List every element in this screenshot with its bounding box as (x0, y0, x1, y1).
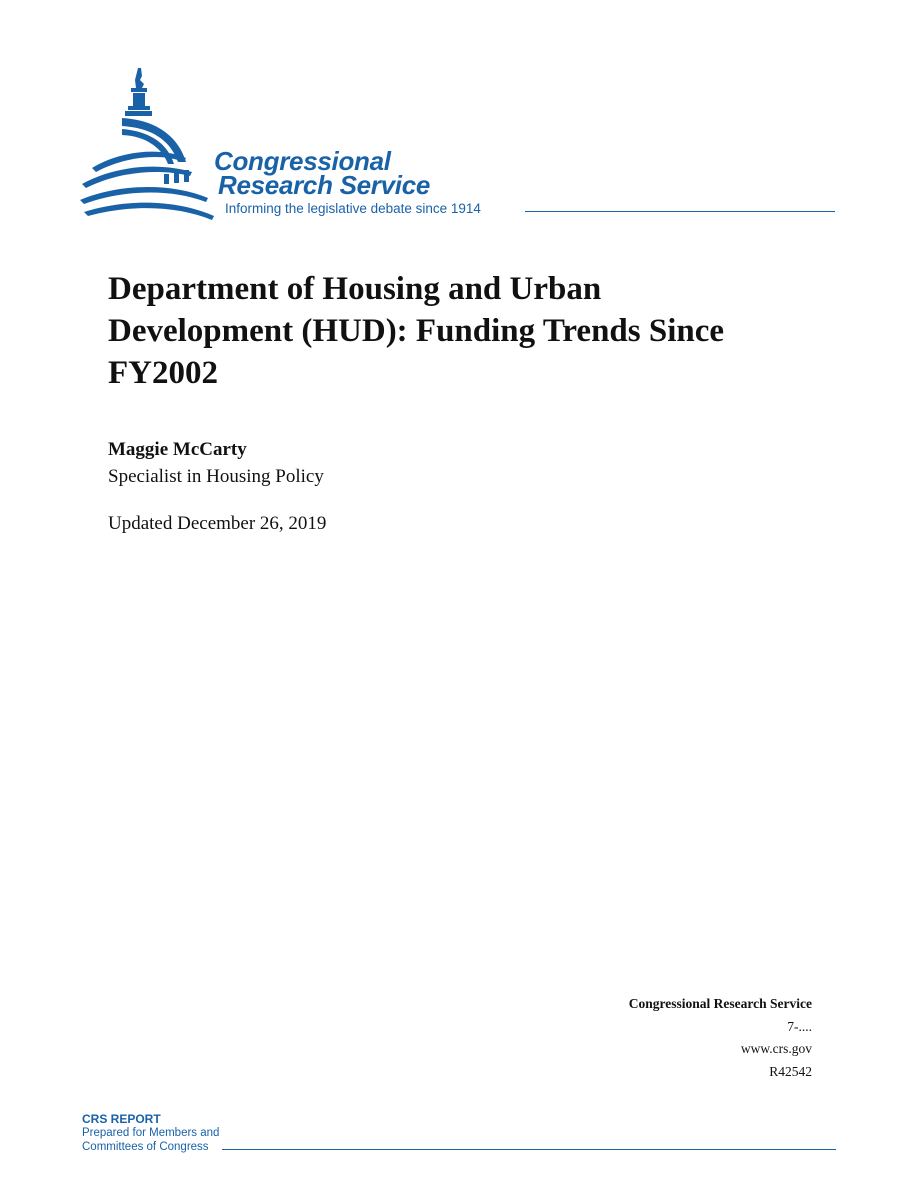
footer-line2: Committees of Congress (82, 1141, 209, 1153)
crs-report-footer (82, 1112, 842, 1162)
author-role: Specialist in Housing Policy (108, 466, 324, 487)
meta-report-number: R42542 (769, 1063, 812, 1079)
logo-tagline: Informing the legislative debate since 1914 (225, 201, 481, 216)
capitol-dome-icon (78, 66, 218, 226)
author-name: Maggie McCarty (108, 439, 247, 460)
tagline-rule (525, 211, 835, 212)
meta-phone: 7-.... (787, 1018, 812, 1034)
footer-line1: Prepared for Members and (82, 1127, 220, 1139)
meta-url[interactable]: www.crs.gov (740, 1041, 812, 1056)
updated-date: Updated December 26, 2019 (108, 513, 327, 534)
report-meta (629, 993, 812, 1083)
report-title: Department of Housing and Urban Development (HUD): Funding Trends Since FY2002 (108, 271, 725, 391)
logo-line1: Congressional (214, 146, 391, 176)
footer-title: CRS REPORT (82, 1112, 161, 1126)
footer-rule (222, 1149, 836, 1150)
crs-logo (78, 66, 838, 226)
logo-line2: Research Service (218, 170, 431, 200)
meta-org: Congressional Research Service (628, 996, 812, 1011)
